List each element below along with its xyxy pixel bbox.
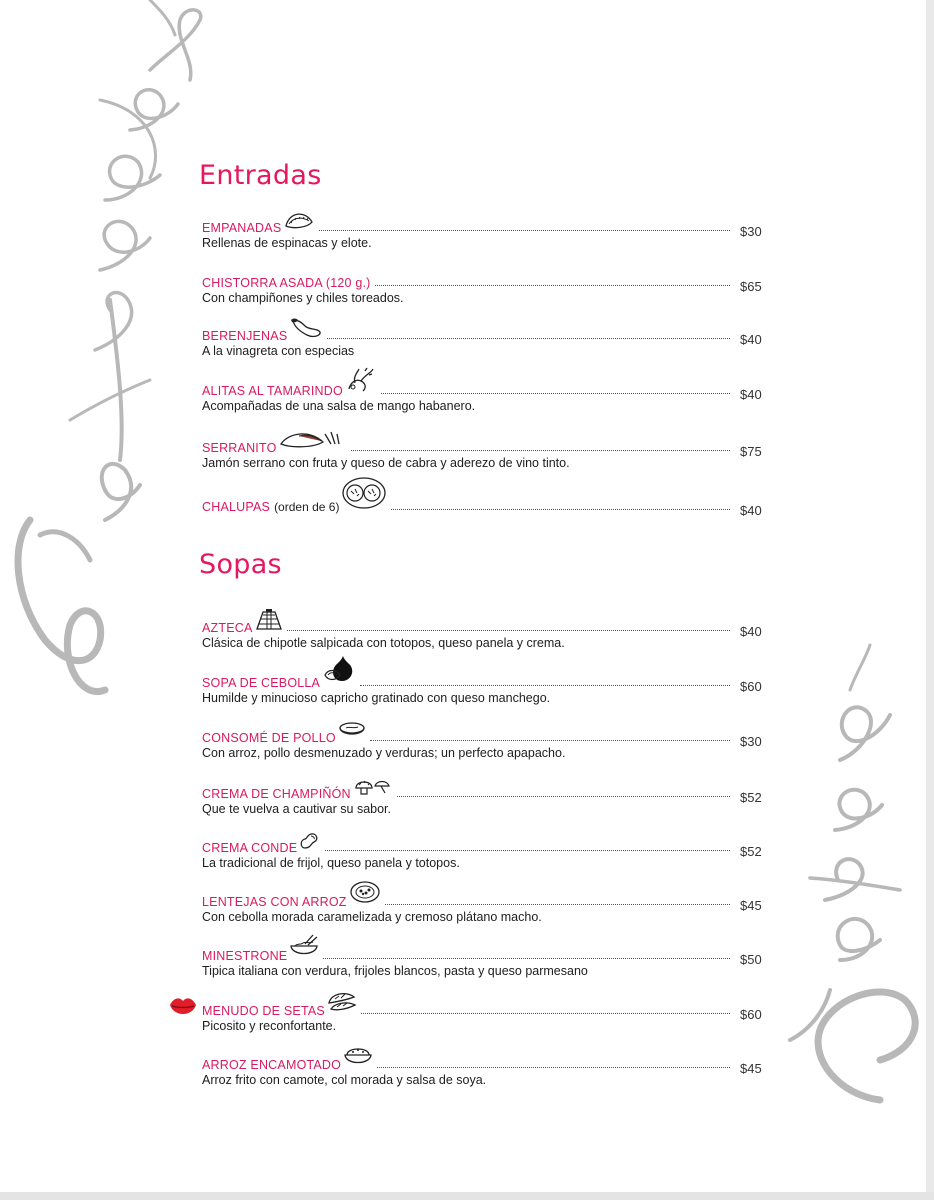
- dotted-leader: [375, 285, 730, 286]
- item-price: $45: [740, 898, 762, 913]
- item-name: EMPANADAS: [202, 221, 282, 235]
- empanada-icon: [283, 208, 315, 235]
- menu-item: [202, 835, 770, 875]
- item-name: MINESTRONE: [202, 949, 288, 963]
- item-name: SERRANITO: [202, 441, 277, 455]
- mushroom-icon: [353, 776, 393, 801]
- item-description: Que te vuelva a cautivar su sabor.: [202, 802, 391, 816]
- menu-item: [202, 781, 770, 821]
- item-description: Con arroz, pollo desmenuzado y verduras; un perfecto apapacho.: [202, 746, 566, 760]
- item-description: Tipica italiana con verdura, frijoles blancos, pasta y queso parmesano: [202, 964, 588, 978]
- item-price: $40: [740, 503, 762, 518]
- item-name: CHISTORRA ASADA (120 g.): [202, 276, 371, 290]
- dotted-leader: [397, 796, 730, 797]
- item-name: BERENJENAS: [202, 329, 288, 343]
- item-description: A la vinagreta con especias: [202, 344, 355, 358]
- script-sopas-decoration: [730, 640, 926, 1110]
- menu-item: [202, 378, 770, 418]
- dotted-leader: [381, 393, 730, 394]
- item-name: ALITAS AL TAMARINDO: [202, 384, 343, 398]
- item-note: (orden de 6): [274, 500, 340, 514]
- noodle-bowl-icon: [289, 934, 319, 963]
- item-price: $40: [740, 387, 762, 402]
- menu-item: [202, 670, 770, 710]
- item-description: Con champiñones y chiles toreados.: [202, 291, 404, 305]
- item-description: Jamón serrano con fruta y queso de cabra y aderezo de vino tinto.: [202, 456, 570, 470]
- dotted-leader: [361, 1013, 730, 1014]
- item-description: Clásica de chipotle salpicada con totopos, queso panela y crema.: [202, 636, 565, 650]
- item-price: $60: [740, 679, 762, 694]
- item-price: $52: [740, 790, 762, 805]
- item-price: $45: [740, 1061, 762, 1076]
- dotted-leader: [370, 740, 730, 741]
- page-edge: [926, 0, 934, 1200]
- dotted-leader: [323, 958, 730, 959]
- menu-item: [202, 615, 770, 655]
- item-name: LENTEJAS CON ARROZ: [202, 895, 347, 909]
- menu-item: [202, 488, 770, 528]
- dotted-leader: [360, 685, 730, 686]
- rice-bowl-icon: [343, 1045, 373, 1072]
- item-price: $30: [740, 734, 762, 749]
- soup-bowl-icon: [338, 720, 366, 745]
- item-price: $40: [740, 332, 762, 347]
- dotted-leader: [391, 509, 730, 510]
- item-price: $75: [740, 444, 762, 459]
- lentil-bowl-icon: [349, 880, 381, 909]
- eggplant-icon: [289, 316, 323, 343]
- item-name: AZTECA: [202, 621, 253, 635]
- spicy-lips-icon: [168, 995, 198, 1026]
- menu-item: [202, 943, 770, 983]
- oyster-mushroom-icon: [327, 989, 357, 1018]
- ham-icon: [279, 428, 347, 455]
- menu-item: [202, 1052, 770, 1092]
- chicken-wing-icon: [345, 365, 377, 398]
- item-name: MENUDO DE SETAS: [202, 1004, 325, 1018]
- menu-item: [202, 998, 770, 1038]
- dotted-leader: [377, 1067, 730, 1068]
- dotted-leader: [327, 338, 730, 339]
- dotted-leader: [319, 230, 730, 231]
- menu-item: [202, 725, 770, 765]
- item-price: $52: [740, 844, 762, 859]
- item-description: Rellenas de espinacas y elote.: [202, 236, 372, 250]
- item-description: Picosito y reconfortante.: [202, 1019, 337, 1033]
- item-name: CONSOMÉ DE POLLO: [202, 731, 336, 745]
- item-name: CHALUPAS: [202, 500, 271, 514]
- item-price: $65: [740, 279, 762, 294]
- item-price: $60: [740, 1007, 762, 1022]
- bean-icon: [299, 830, 321, 855]
- item-name: ARROZ ENCAMOTADO: [202, 1058, 342, 1072]
- item-description: Acompañadas de una salsa de mango habanero.: [202, 399, 476, 413]
- item-name: CREMA DE CHAMPIÑÓN: [202, 787, 351, 801]
- dotted-leader: [351, 450, 731, 451]
- onion-icon: [322, 655, 356, 690]
- item-price: $30: [740, 224, 762, 239]
- item-name: SOPA DE CEBOLLA: [202, 676, 321, 690]
- dotted-leader: [385, 904, 730, 905]
- item-description: Con cebolla morada caramelizada y cremoso plátano macho.: [202, 910, 542, 924]
- section-title-entradas: Entradas: [199, 160, 322, 191]
- chalupa-plate-icon: [341, 477, 387, 514]
- menu-item: [202, 435, 770, 475]
- item-name: CREMA CONDE: [202, 841, 298, 855]
- dotted-leader: [287, 630, 730, 631]
- item-description: Humilde y minucioso capricho gratinado con queso manchego.: [202, 691, 551, 705]
- item-description: La tradicional de frijol, queso panela y totopos.: [202, 856, 460, 870]
- page-edge: [0, 1192, 934, 1200]
- section-title-sopas: Sopas: [199, 549, 282, 580]
- item-description: Arroz frito con camote, col morada y salsa de soya.: [202, 1073, 487, 1087]
- menu-item: [202, 215, 770, 255]
- menu-item: [202, 270, 770, 310]
- item-price: $50: [740, 952, 762, 967]
- pyramid-icon: [255, 608, 283, 635]
- item-price: $40: [740, 624, 762, 639]
- dotted-leader: [325, 850, 730, 851]
- menu-item: [202, 323, 770, 363]
- menu-item: [202, 889, 770, 929]
